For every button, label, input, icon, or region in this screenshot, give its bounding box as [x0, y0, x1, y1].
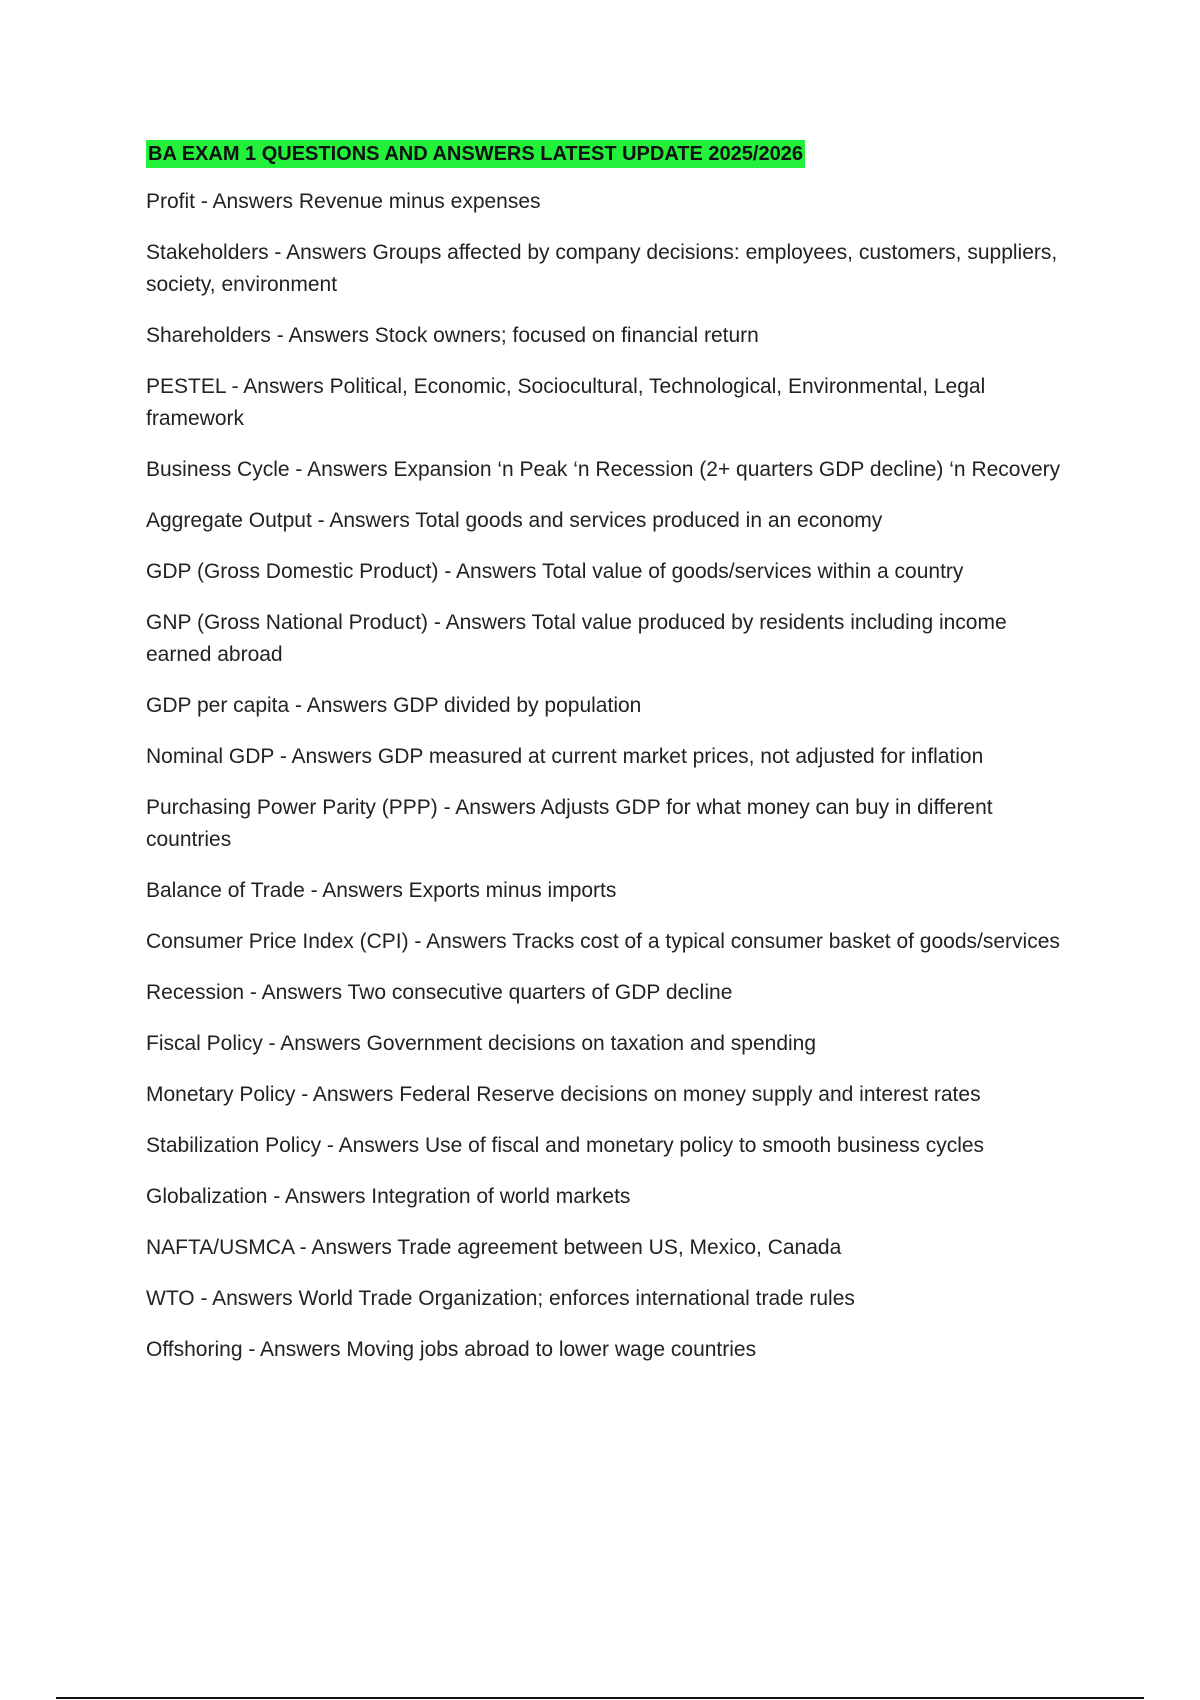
qa-definition: Total value of goods/services within a country	[542, 560, 964, 583]
qa-definition: Total goods and services produced in an economy	[415, 509, 883, 532]
qa-definition: Government decisions on taxation and spending	[366, 1032, 817, 1055]
qa-item	[146, 741, 1066, 773]
qa-separator: -	[270, 324, 289, 347]
qa-answer-label: Answers	[306, 694, 394, 717]
qa-term: Fiscal Policy	[146, 1032, 263, 1055]
qa-definition: Exports minus imports	[408, 879, 617, 902]
qa-term: Stabilization Policy	[146, 1134, 322, 1157]
qa-separator: -	[289, 694, 307, 717]
qa-answer-label: Answers	[286, 241, 373, 264]
qa-answer-label: Answers	[284, 1185, 372, 1208]
qa-term: Recession	[146, 981, 245, 1004]
qa-answer-label: Answers	[280, 1032, 367, 1055]
qa-term: Nominal GDP	[146, 745, 274, 768]
qa-definition: Groups affected by company decisions: employees, customers, suppliers, society, environment	[146, 241, 1058, 296]
qa-answer-label: Answers	[445, 611, 532, 634]
qa-definition: Adjusts GDP for what money can buy in different countries	[146, 796, 993, 851]
qa-item	[146, 1283, 1066, 1315]
qa-item	[146, 926, 1066, 958]
qa-answer-label: Answers	[426, 930, 513, 953]
qa-term: Purchasing Power Parity (PPP)	[146, 796, 438, 819]
qa-answer-label: Answers	[243, 375, 330, 398]
qa-separator: -	[225, 375, 244, 398]
qa-answer-label: Answers	[261, 981, 348, 1004]
qa-definition: Stock owners; focused on financial return	[374, 324, 759, 347]
qa-answer-label: Answers	[338, 1134, 425, 1157]
qa-answer-label: Answers	[312, 1083, 400, 1106]
qa-definition: Use of fiscal and monetary policy to smooth business cycles	[424, 1134, 985, 1157]
qa-term: Stakeholders	[146, 241, 269, 264]
qa-list	[146, 186, 1076, 1366]
qa-definition: Federal Reserve decisions on money supply and interest rates	[399, 1083, 981, 1106]
qa-term: Profit	[146, 190, 196, 213]
qa-separator: -	[274, 745, 292, 768]
qa-separator: -	[194, 1287, 213, 1310]
qa-term: PESTEL	[146, 375, 226, 398]
qa-term: GDP (Gross Domestic Product)	[146, 560, 439, 583]
qa-item	[146, 505, 1066, 537]
qa-item	[146, 186, 1066, 218]
qa-item	[146, 1232, 1066, 1264]
qa-term: GDP per capita	[146, 694, 290, 717]
qa-separator: -	[438, 560, 457, 583]
qa-definition: Moving jobs abroad to lower wage countries	[346, 1338, 757, 1361]
qa-separator: -	[295, 1083, 313, 1106]
document-content	[146, 140, 1076, 1385]
qa-separator: -	[195, 190, 213, 213]
qa-item	[146, 237, 1066, 301]
qa-separator: -	[293, 1236, 312, 1259]
qa-item	[146, 1028, 1066, 1060]
qa-answer-label: Answers	[311, 1236, 398, 1259]
qa-term: NAFTA/USMCA	[146, 1236, 294, 1259]
qa-item	[146, 454, 1066, 486]
qa-item	[146, 556, 1066, 588]
qa-item	[146, 977, 1066, 1009]
qa-item	[146, 690, 1066, 722]
qa-term: Globalization	[146, 1185, 268, 1208]
qa-separator: -	[311, 509, 330, 532]
qa-definition: GDP measured at current market prices, not adjusted for inflation	[377, 745, 984, 768]
qa-term: Balance of Trade	[146, 879, 305, 902]
qa-term: GNP (Gross National Product)	[146, 611, 429, 634]
qa-definition: Expansion ‘n Peak ‘n Recession (2+ quarters GDP decline) ‘n Recovery	[393, 458, 1061, 481]
qa-answer-label: Answers	[212, 1287, 299, 1310]
qa-separator: -	[267, 1185, 285, 1208]
qa-answer-label: Answers	[212, 190, 299, 213]
qa-definition: World Trade Organization; enforces international trade rules	[298, 1287, 855, 1310]
qa-term: Shareholders	[146, 324, 271, 347]
qa-item	[146, 1079, 1066, 1111]
qa-answer-label: Answers	[291, 745, 378, 768]
qa-term: Business Cycle	[146, 458, 290, 481]
qa-term: Offshoring	[146, 1338, 243, 1361]
qa-answer-label: Answers	[329, 509, 416, 532]
qa-answer-label: Answers	[322, 879, 409, 902]
qa-separator: -	[268, 241, 287, 264]
document-title: BA EXAM 1 QUESTIONS AND ANSWERS LATEST UPDATE 2025/2026	[146, 140, 805, 168]
qa-separator: -	[408, 930, 427, 953]
qa-answer-label: Answers	[260, 1338, 347, 1361]
qa-separator: -	[262, 1032, 281, 1055]
qa-item	[146, 1130, 1066, 1162]
qa-separator: -	[428, 611, 446, 634]
page-bottom-rule	[56, 1697, 1144, 1699]
qa-definition: Political, Economic, Sociocultural, Technological, Environmental, Legal framework	[146, 375, 986, 430]
qa-answer-label: Answers	[455, 796, 541, 819]
qa-item	[146, 1181, 1066, 1213]
qa-definition: Two consecutive quarters of GDP decline	[347, 981, 733, 1004]
qa-separator: -	[304, 879, 323, 902]
qa-definition: Total value produced by residents including income earned abroad	[146, 611, 1007, 666]
qa-definition: Trade agreement between US, Mexico, Canada	[397, 1236, 842, 1259]
qa-term: Consumer Price Index (CPI)	[146, 930, 409, 953]
qa-term: Aggregate Output	[146, 509, 312, 532]
qa-separator: -	[244, 981, 262, 1004]
qa-separator: -	[321, 1134, 339, 1157]
qa-definition: Revenue minus expenses	[298, 190, 541, 213]
qa-answer-label: Answers	[288, 324, 375, 347]
qa-answer-label: Answers	[456, 560, 543, 583]
qa-item	[146, 371, 1066, 435]
qa-separator: -	[289, 458, 308, 481]
qa-separator: -	[437, 796, 456, 819]
qa-item	[146, 320, 1066, 352]
qa-answer-label: Answers	[307, 458, 394, 481]
qa-item	[146, 875, 1066, 907]
qa-definition: Integration of world markets	[371, 1185, 631, 1208]
qa-item	[146, 1334, 1066, 1366]
qa-term: WTO	[146, 1287, 195, 1310]
qa-item	[146, 792, 1066, 856]
qa-separator: -	[242, 1338, 261, 1361]
qa-term: Monetary Policy	[146, 1083, 296, 1106]
qa-item	[146, 607, 1066, 671]
qa-definition: Tracks cost of a typical consumer basket of goods/services	[512, 930, 1060, 953]
qa-definition: GDP divided by population	[393, 694, 642, 717]
